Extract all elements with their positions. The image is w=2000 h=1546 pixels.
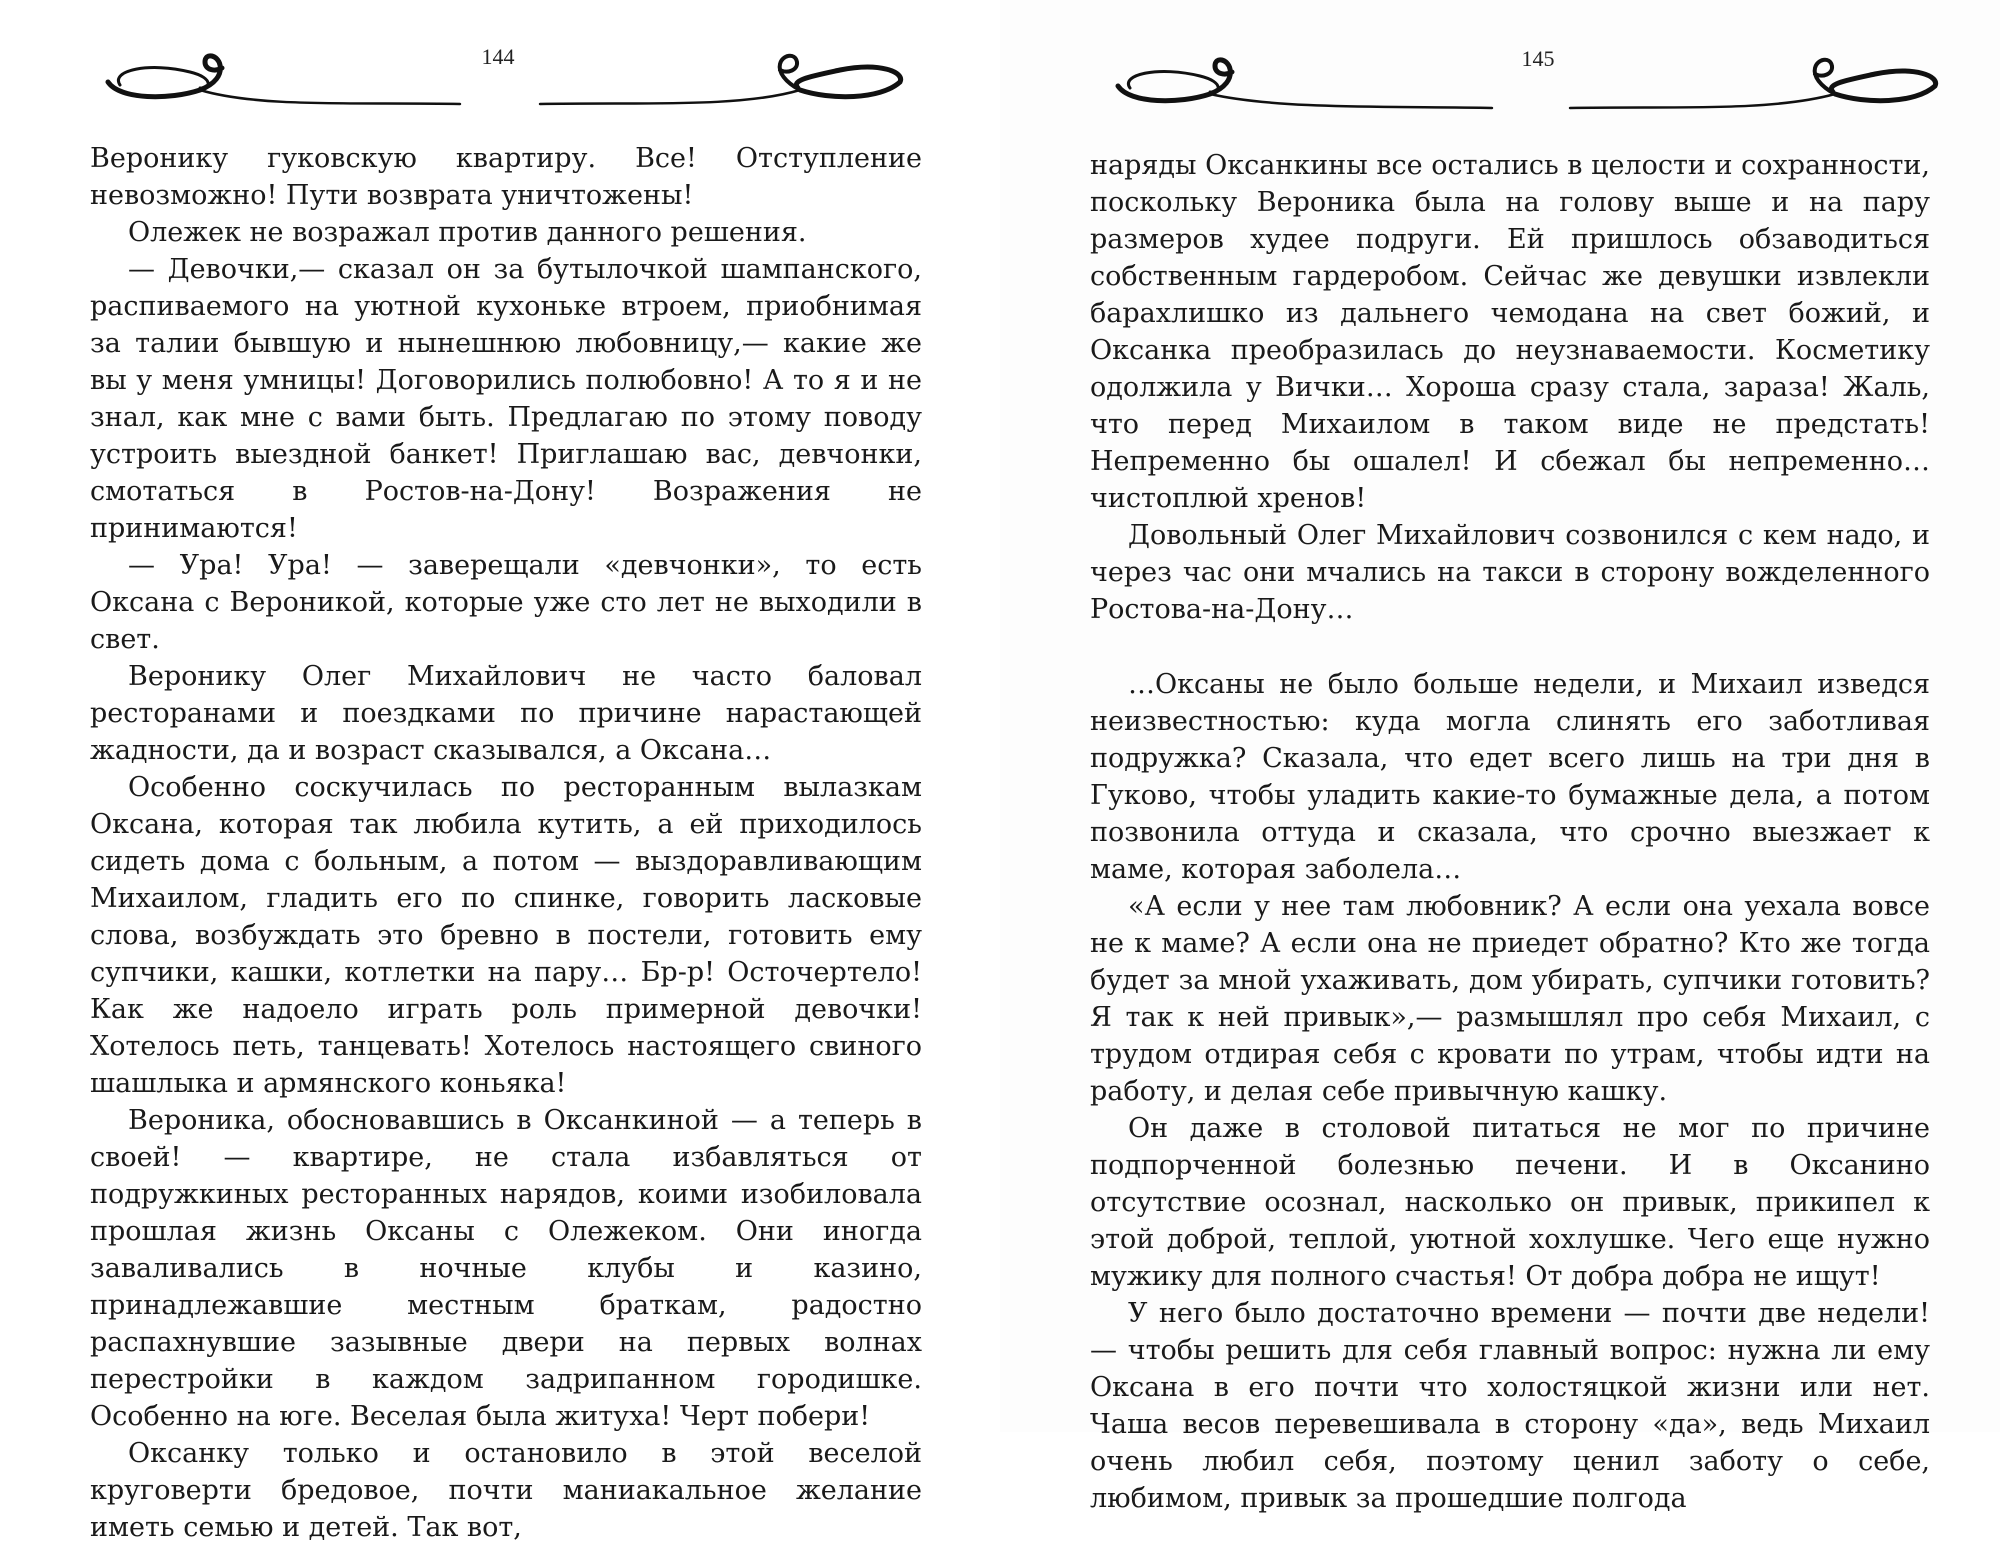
left-page <box>0 0 1000 1543</box>
paragraph: Довольный Олег Михайлович созвонился с кем надо, и через час они мчались на такси в сторону вожделенного Ростова-на-Дону… <box>1090 520 1930 625</box>
paragraph: — Девочки,— сказал он за бутылочкой шампанского, распиваемого на уютной кухоньке втроем, приобнимая за талии бывшую и нынешнюю любовницу,— какие же вы у меня умницы! Договорились полюбовно! А то я и не знал, как мне с вами быть. Предлагаю по этому поводу устроить выездной банкет! Приглашаю вас, девчонки, смотаться в Ростов-на-Дону! Возражения не принимаются! <box>90 254 922 544</box>
paragraph: — Ура! Ура! — заверещали «девчонки», то есть Оксана с Вероникой, которые уже сто лет не выходили в свет. <box>90 550 922 655</box>
paragraph: Оксанку только и остановило в этой веселой круговерти бредовое, почти маниакальное желание иметь семью и детей. Так вот, <box>90 1438 922 1543</box>
right-page <box>1000 0 2000 1514</box>
paragraph: …Оксаны не было больше недели, и Михаил изведся неизвестностью: куда могла слинять его заботливая подружка? Сказала, что едет всего лишь на три дня в Гуково, чтобы уладить какие-то бумажные дела, а потом позвонила оттуда и сказала, что срочно выезжает к маме, которая заболела… <box>1090 669 1930 885</box>
paragraph: «А если у нее там любовник? А если она уехала вовсе не к маме? А если она не приедет обратно? Кто же тогда будет за мной ухаживать, дом убирать, супчики готовить? Я так к ней привык»,— размышлял про себя Михаил, с трудом отдирая себя с кровати по утрам, чтобы идти на работу, и делая себе привычную кашку. <box>1090 891 1930 1107</box>
paragraph: Веронику Олег Михайлович не часто баловал ресторанами и поездками по причине нарастающей жадности, да и возраст сказывался, а Оксана… <box>90 661 922 766</box>
paragraph: Олежек не возражал против данного решения. <box>128 217 807 248</box>
paragraph: Он даже в столовой питаться не мог по причине подпорченной болезнью печени. И в Оксанино отсутствие осознал, насколько он привык, прикипел к этой доброй, теплой, уютной хохлушке. Чего еще нужно мужику для полного счастья! От добра добра не ищут! <box>1090 1113 1930 1292</box>
paragraph: Веронику гуковскую квартиру. Все! Отступление невозможно! Пути возврата уничтожены! <box>90 143 922 211</box>
page-text <box>1090 147 1930 1517</box>
page-number: 145 <box>1521 46 1555 71</box>
paragraph: Вероника, обосновавшись в Оксанкиной — а теперь в своей! — квартире, не стала избавляться от подружкиных ресторанных нарядов, коими изобиловала прошлая жизнь Оксаны с Олежеком. Они иногда заваливались в ночные клубы и казино, принадлежавшие местным браткам, радостно распахнувшие зазывные двери на первых волнах перестройки в каждом задрипанном городишке. Особенно на юге. Веселая была житуха! Черт побери! <box>90 1105 922 1432</box>
paragraph: Особенно соскучилась по ресторанным вылазкам Оксана, которая так любила кутить, а ей приходилось сидеть дома с больным, а потом — выздоравливающим Михаилом, гладить его по спинке, говорить ласковые слова, возбуждать это бревно в постели, готовить ему супчики, кашки, котлетки на пару… Бр-р! Осточертело! Как же надоело играть роль примерной девочки! Хотелось петь, танцевать! Хотелось настоящего свиного шашлыка и армянского коньяка! <box>90 772 922 1099</box>
section-break <box>1090 628 1930 666</box>
paragraph: наряды Оксанкины все остались в целости и сохранности, поскольку Вероника была на голову выше и на пару размеров худее подруги. Ей пришлось обзаводиться собственным гардеробом. Сейчас же девушки извлекли барахлишко из дальнего чемодана на свет божий, и Оксанка преобразилась до неузнаваемости. Косметику одолжила у Вички… Хороша сразу стала, зараза! Жаль, что перед Михаилом в таком виде не предстать! Непременно бы ошалел! И сбежал бы непременно… чистоплюй хренов! <box>1090 150 1930 514</box>
page-number: 144 <box>481 44 515 69</box>
paragraph: У него было достаточно времени — почти две недели! — чтобы решить для себя главный вопрос: нужна ли ему Оксана в его почти что холостяцкой жизни или нет. Чаша весов перевешивала в сторону «да», ведь Михаил очень любил себя, поэтому ценил заботу о себе, любимом, привык за прошедшие полгода <box>1090 1298 1930 1514</box>
page-text <box>90 140 922 1546</box>
